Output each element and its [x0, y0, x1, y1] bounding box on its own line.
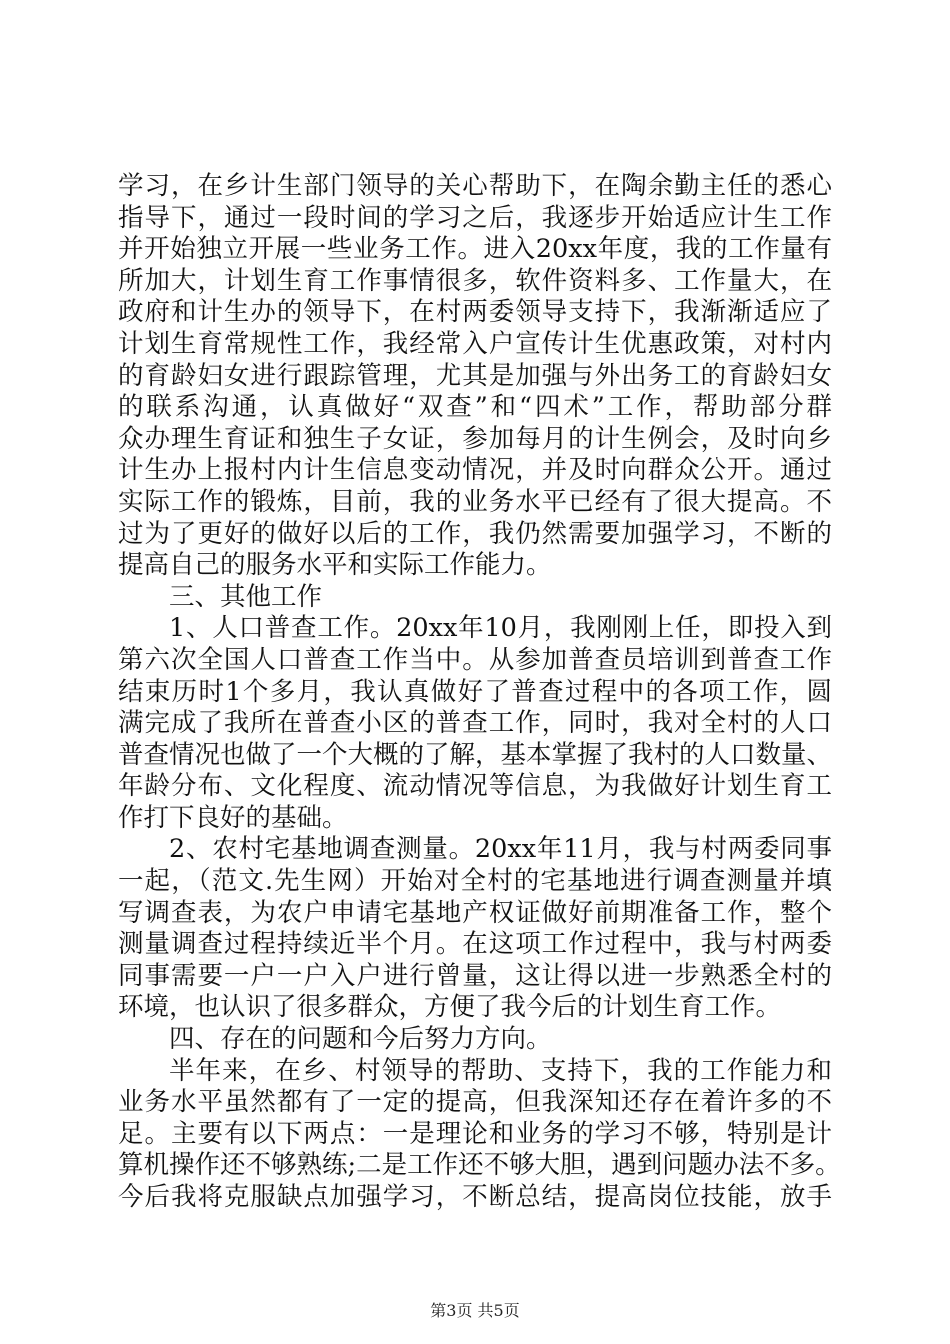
text-line: 算机操作还不够熟练;二是工作还不够大胆，遇到问题办法不多。: [118, 1150, 841, 1181]
text-line: 三、其他工作: [169, 581, 323, 612]
text-line: 提高自己的服务水平和实际工作能力。: [118, 550, 552, 581]
text-line: 测量调查过程持续近半个月。在这项工作过程中，我与村两委: [118, 929, 832, 960]
text-line: 过为了更好的做好以后的工作，我仍然需要加强学习，不断的: [118, 518, 832, 549]
text-line: 计划生育常规性工作，我经常入户宣传计生优惠政策，对村内: [118, 328, 832, 359]
text-line: 政府和计生办的领导下，在村两委领导支持下，我渐渐适应了: [118, 297, 832, 328]
text-line: 环境，也认识了很多群众，方便了我今后的计划生育工作。: [118, 992, 782, 1023]
text-line: 众办理生育证和独生子女证，参加每月的计生例会，及时向乡: [118, 423, 832, 454]
text-line: 指导下，通过一段时间的学习之后，我逐步开始适应计生工作: [118, 202, 832, 233]
body-text: [118, 171, 841, 1214]
text-line: 作打下良好的基础。: [118, 802, 348, 833]
text-line: 普查情况也做了一个大概的了解，基本掌握了我村的人口数量、: [118, 739, 833, 770]
text-line: 今后我将克服缺点加强学习，不断总结，提高岗位技能，放手: [118, 1182, 832, 1212]
text-line: 所加大，计划生育工作事情很多，软件资料多、工作量大，在: [118, 265, 832, 296]
text-line: 年龄分布、文化程度、流动情况等信息，为我做好计划生育工: [118, 771, 832, 802]
text-line: 满完成了我所在普查小区的普查工作，同时，我对全村的人口: [118, 708, 832, 739]
text-line: 计生办上报村内计生信息变动情况，并及时向群众公开。通过: [118, 455, 832, 486]
text-line: 的育龄妇女进行跟踪管理，尤其是加强与外出务工的育龄妇女: [118, 360, 832, 391]
text-line: 写调查表，为农户申请宅基地产权证做好前期准备工作，整个: [118, 897, 832, 928]
text-line: 实际工作的锻炼，目前，我的业务水平已经有了很大提高。不: [118, 486, 832, 517]
text-line: 2、农村宅基地调查测量。20xx年11月，我与村两委同事: [169, 834, 832, 865]
text-line: 半年来，在乡、村领导的帮助、支持下，我的工作能力和: [169, 1055, 832, 1086]
text-line: 足。主要有以下两点：一是理论和业务的学习不够，特别是计: [118, 1118, 832, 1149]
text-line: 结束历时1个多月，我认真做好了普查过程中的各项工作，圆: [118, 676, 832, 707]
page-footer: 第3页 共5页: [430, 1301, 520, 1320]
text-line: 第六次全国人口普查工作当中。从参加普查员培训到普查工作: [118, 644, 832, 675]
text-line: 的联系沟通，认真做好“双查”和“四术”工作，帮助部分群: [118, 392, 832, 423]
text-line: 并开始独立开展一些业务工作。进入20xx年度，我的工作量有: [118, 234, 832, 265]
text-line: 业务水平虽然都有了一定的提高，但我深知还存在着许多的不: [118, 1087, 832, 1118]
text-line: 一起，（范文.先生网）开始对全村的宅基地进行调查测量并填: [118, 866, 832, 897]
text-line: 学习，在乡计生部门领导的关心帮助下，在陶余勤主任的悉心: [118, 171, 832, 201]
text-line: 同事需要一户一户入户进行曾量，这让得以进一步熟悉全村的: [118, 960, 832, 991]
text-line: 四、存在的问题和今后努力方向。: [169, 1024, 552, 1055]
text-line: 1、人口普查工作。20xx年10月，我刚刚上任，即投入到: [169, 613, 832, 644]
